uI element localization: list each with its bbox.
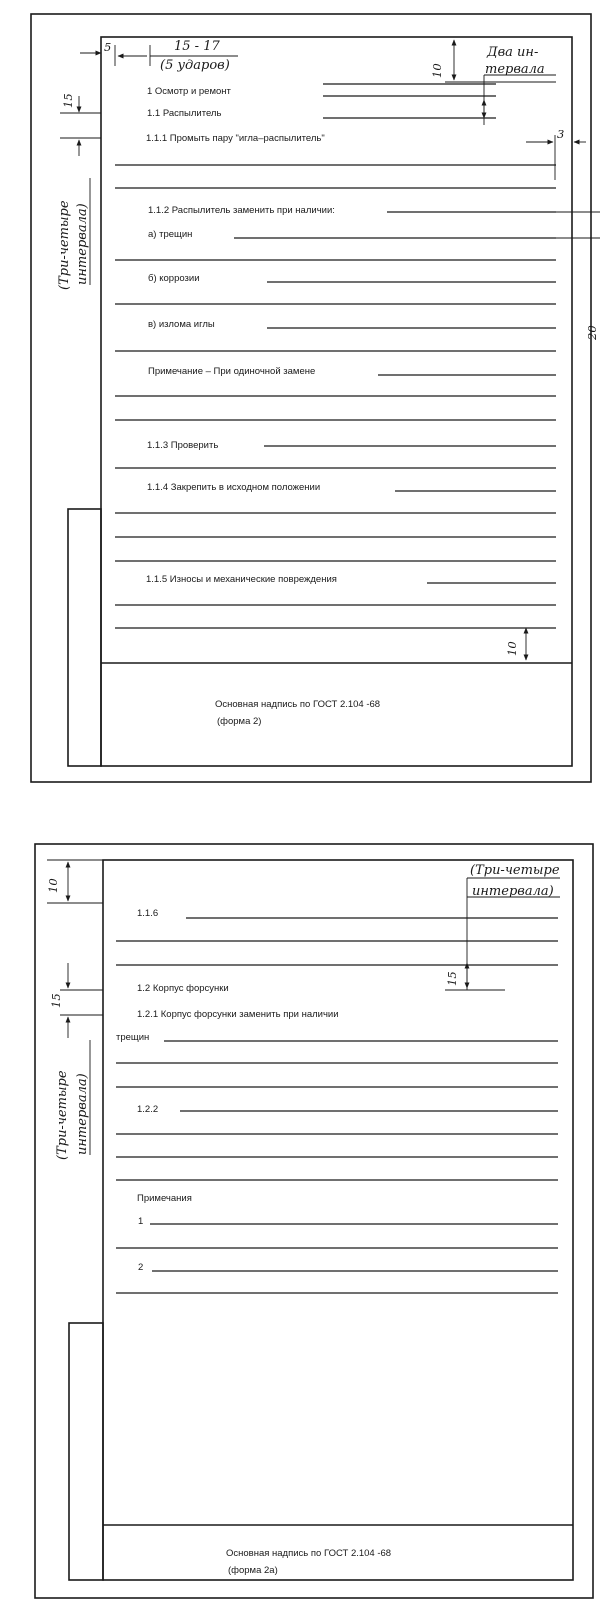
p2-stamp-line2: (форма 2а) [228,1565,278,1576]
p1-line-5: а) трещин [148,229,193,240]
page-2-text-content [116,908,558,1293]
p2-three-four-left-line2: интервала) [75,1073,90,1155]
page-2-dimension-left [49,963,103,1160]
p2-line-2: 1.2 Корпус форсунки [137,983,229,994]
p2-line-7: 1 [138,1216,144,1227]
p1-line-1: 1 Осмотр и ремонт [147,86,231,97]
p1-stamp-line2: (форма 2) [217,716,262,727]
p1-line-4: 1.1.2 Распылитель заменить при наличии: [148,205,335,216]
dim-15-left-label: 15 [61,93,75,108]
p2-line-8: 2 [138,1262,144,1273]
p2-three-four-top-line1: (Три-четыре [470,863,560,878]
dim-10-top-label: 10 [430,63,444,78]
p2-dim-10-label: 10 [46,878,60,893]
page-1-dimension-5-15-17 [80,39,238,73]
dim-5-label: 5 [104,40,112,54]
page-2-outer-border [35,844,593,1598]
page-1-side-margin-box [68,509,101,766]
page-1-outer-border [31,14,591,782]
page-1-inner-frame [101,37,572,766]
dim-strikes-label: (5 ударов) [160,58,230,73]
three-four-intervals-line1: (Три-четыре [57,200,72,290]
two-intervals-line1: Два ин- [487,45,539,60]
p2-line-3: 1.2.1 Корпус форсунки заменить при наличии [137,1009,339,1020]
p2-three-four-left-line1: (Три-четыре [55,1070,70,1160]
p1-line-2: 1.1 Распылитель [147,108,222,119]
edge-mark-label: 20 [585,325,599,340]
p1-line-8: Примечание – При одиночной замене [148,366,316,377]
page-1-dimension-10-bottom [505,628,526,660]
page-2-inner-frame [103,860,573,1580]
dim-10-bottom-label: 10 [505,641,519,656]
p2-line-6: Примечания [137,1193,192,1204]
page-1-dimension-top-right [430,40,556,125]
p2-line-1: 1.1.6 [137,908,159,919]
page-2-side-margin-box [69,1323,103,1580]
p1-line-6: б) коррозии [148,273,200,284]
three-four-intervals-line2: интервала) [75,203,90,285]
page-1-title-block [215,699,380,727]
page-1-dimension-3 [526,127,599,341]
two-intervals-line2: тервала [485,62,545,77]
p1-line-9: 1.1.3 Проверить [147,440,219,451]
p2-line-5: 1.2.2 [137,1104,159,1115]
p1-line-7: в) излома иглы [148,319,215,330]
page-2-dimension-10 [46,860,103,903]
p2-line-4: трещин [116,1032,150,1043]
page-1-sheet [31,14,591,782]
dim-3-label: 3 [557,127,565,141]
page-1-text-content [115,84,600,628]
p1-line-10: 1.1.4 Закрепить в исходном положении [147,482,321,493]
p2-stamp-line1: Основная надпись по ГОСТ 2.104 -68 [226,1548,392,1559]
page-2-dimension-top-right [445,863,560,990]
p1-line-3: 1.1.1 Промыть пару "игла–распылитель" [146,133,325,144]
page-2-title-block [226,1548,391,1576]
p2-dim-15-left-label: 15 [49,993,63,1008]
p2-dim-15-right-label: 15 [445,971,459,986]
dim-15-17-label: 15 - 17 [174,39,220,54]
p1-stamp-line1: Основная надпись по ГОСТ 2.104 -68 [215,699,381,710]
p1-line-11: 1.1.5 Износы и механические повреждения [146,574,337,585]
page-1-dimension-left [57,93,101,290]
page-2-sheet [35,844,593,1598]
p2-three-four-top-line2: интервала) [472,884,554,899]
